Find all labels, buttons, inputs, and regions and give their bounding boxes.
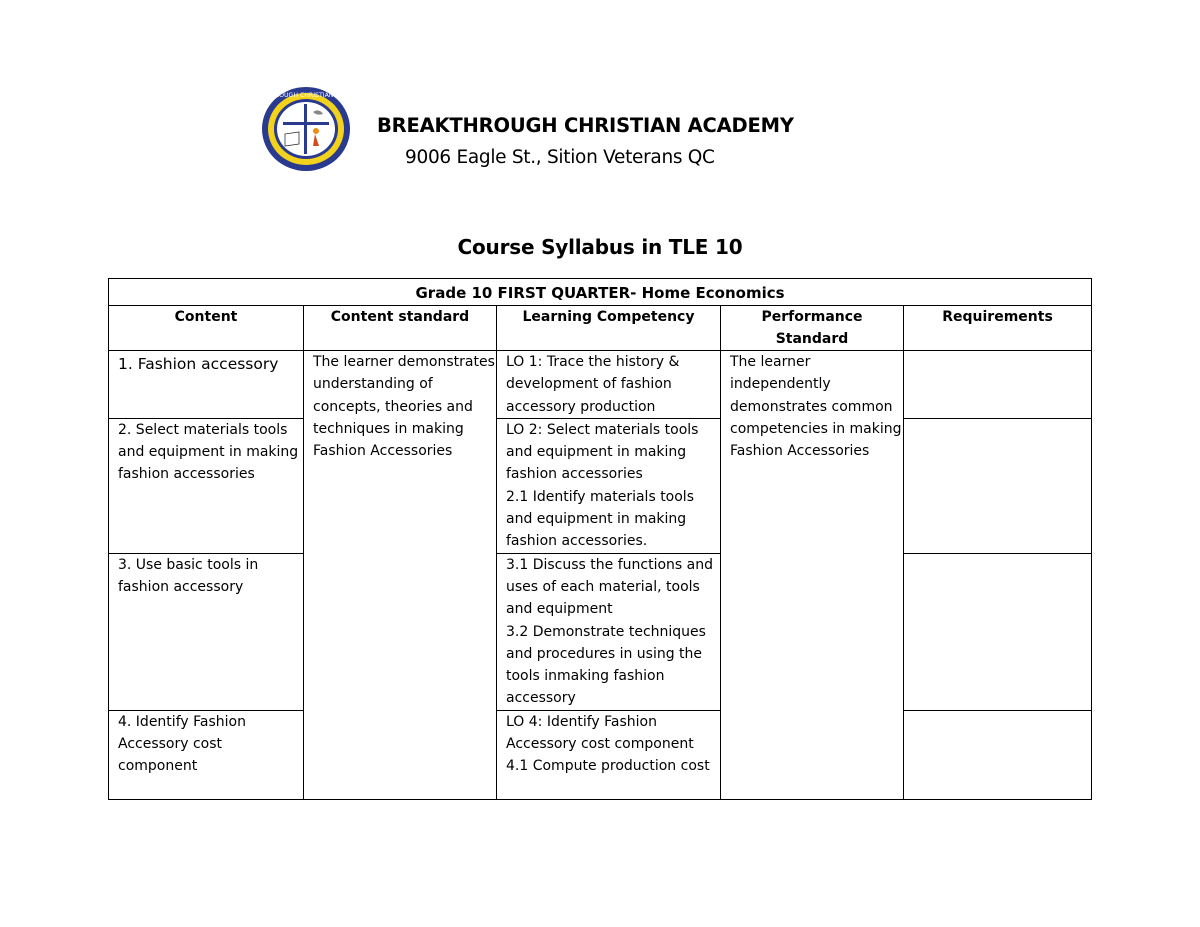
- column-header-performance-standard: Performance Standard: [721, 306, 904, 351]
- table-row: [109, 351, 1092, 419]
- competency-item: 3.1 Discuss the functions and uses of each material, tools and equipment: [506, 556, 713, 618]
- content-cell: 4. Identify Fashion Accessory cost component: [109, 710, 304, 799]
- school-name: BREAKTHROUGH CHRISTIAN ACADEMY: [377, 114, 794, 137]
- school-address: 9006 Eagle St., Sition Veterans QC: [405, 147, 715, 168]
- competency-item: LO 1: Trace the history & development of fashion accessory production: [506, 354, 680, 415]
- requirements-cell: [904, 553, 1092, 710]
- requirements-cell: [904, 710, 1092, 799]
- column-header-content-standard: Content standard: [304, 306, 497, 351]
- performance-standard-cell: The learner independently demonstrates common competencies in making Fashion Accessories: [721, 351, 904, 800]
- quarter-banner: Grade 10 FIRST QUARTER- Home Economics: [109, 279, 1092, 306]
- competency-item: 2.1 Identify materials tools and equipment in making fashion accessories.: [506, 488, 694, 550]
- table-row: [109, 418, 1092, 553]
- content-cell: 1. Fashion accessory: [109, 351, 304, 419]
- requirements-cell: [904, 351, 1092, 419]
- competency-item: LO 2: Select materials tools and equipment in making fashion accessories: [506, 421, 699, 483]
- table-row: [109, 710, 1092, 799]
- seal-text: BREAKTHROUGH CHRISTIAN ACADEMY: [246, 92, 366, 99]
- table-banner-row: [109, 279, 1092, 306]
- column-header-learning-competency: Learning Competency: [497, 306, 721, 351]
- table-header-row: [109, 306, 1092, 351]
- school-logo: [246, 86, 366, 172]
- requirements-cell: [904, 418, 1092, 553]
- competency-item: 4.1 Compute production cost: [506, 758, 710, 775]
- content-cell: 2. Select materials tools and equipment in making fashion accessories: [109, 418, 304, 553]
- syllabus-table: [108, 278, 1092, 800]
- competency-cell: [497, 418, 721, 553]
- table-row: [109, 553, 1092, 710]
- column-header-requirements: Requirements: [904, 306, 1092, 351]
- content-standard-cell: The learner demonstrates understanding of concepts, theories and techniques in making Fashion Accessories: [304, 351, 497, 800]
- competency-item: LO 4: Identify Fashion Accessory cost component: [506, 713, 694, 753]
- school-seal-icon: [246, 86, 366, 172]
- competency-cell: [497, 710, 721, 799]
- column-header-content: Content: [109, 306, 304, 351]
- competency-item: 3.2 Demonstrate techniques and procedures in using the tools inmaking fashion accessory: [506, 623, 706, 707]
- document-title: Course Syllabus in TLE 10: [457, 235, 743, 259]
- competency-cell: [497, 351, 721, 419]
- content-cell: 3. Use basic tools in fashion accessory: [109, 553, 304, 710]
- competency-cell: [497, 553, 721, 710]
